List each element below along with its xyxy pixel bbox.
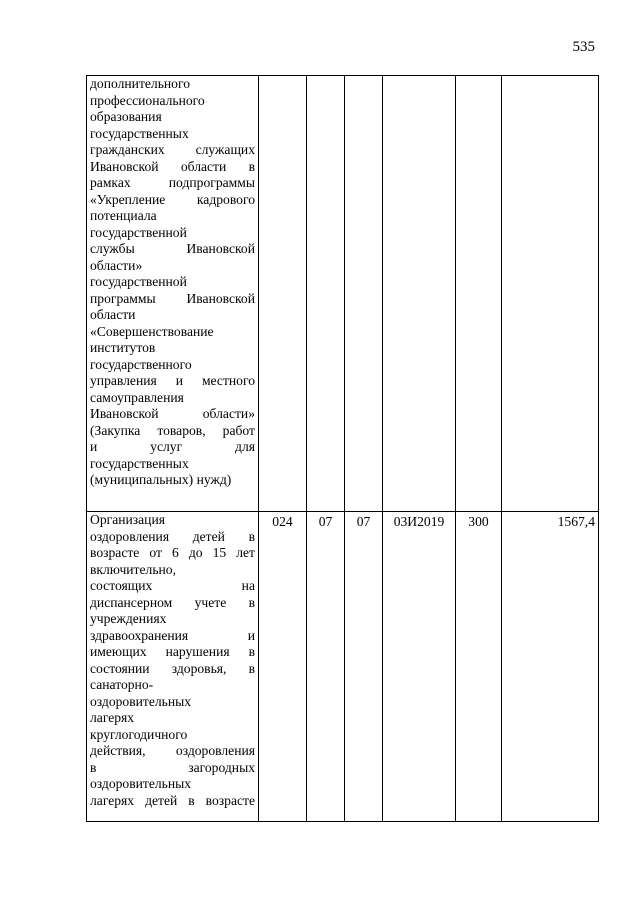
expense-name-line: «Совершенствование bbox=[90, 323, 214, 339]
expense-name-line: возрасте от 6 до 15 лет bbox=[90, 545, 255, 560]
subsection-code-cell: 07 bbox=[345, 512, 383, 822]
expense-name-line: профессионального bbox=[90, 92, 205, 108]
expense-name-line: лагерях bbox=[90, 710, 135, 725]
expense-name-line: рамках подпрограммы bbox=[90, 175, 255, 190]
target-code-cell: 03И2019 bbox=[383, 512, 456, 822]
amount-cell: 1567,4 bbox=[502, 512, 599, 822]
amount-cell bbox=[502, 76, 599, 512]
expense-name-line: состоящих на bbox=[90, 578, 255, 593]
subsection-code-cell bbox=[345, 76, 383, 512]
page-number: 535 bbox=[572, 39, 595, 55]
expense-name-line: управления и местного bbox=[90, 373, 255, 388]
expense-name-line: дополнительного bbox=[90, 76, 191, 91]
expense-name-line: и услуг для bbox=[90, 439, 255, 454]
expense-name-line: государственных bbox=[90, 455, 189, 471]
expense-name-line: включительно, bbox=[90, 561, 176, 577]
expense-name-line: государственного bbox=[90, 356, 192, 372]
admin-code-cell: 024 bbox=[259, 512, 307, 822]
expense-name-line: имеющих нарушения в bbox=[90, 644, 255, 659]
expense-name-line: «Укрепление кадрового bbox=[90, 191, 255, 207]
expense-name-line: круглогодичного bbox=[90, 726, 188, 742]
expense-name-line: области» bbox=[90, 257, 143, 273]
expense-name-line: оздоровительных bbox=[90, 693, 192, 709]
expense-name-line: диспансерном учете в bbox=[90, 594, 255, 610]
expense-name-line: самоуправления bbox=[90, 389, 184, 405]
expense-name-line: образования bbox=[90, 109, 162, 124]
section-code-cell bbox=[307, 76, 345, 512]
expense-name-line: оздоровительных bbox=[90, 776, 192, 791]
expense-name-line: санаторно- bbox=[90, 677, 154, 692]
section-code-cell: 07 bbox=[307, 512, 345, 822]
expense-name-line: лагерях детей в возрасте bbox=[90, 792, 255, 808]
expense-name-line: области bbox=[90, 307, 136, 322]
expense-name-line: в загородных bbox=[90, 759, 255, 775]
expense-name-line: учреждениях bbox=[90, 611, 167, 626]
expense-name-line: состоянии здоровья, в bbox=[90, 660, 255, 676]
expense-name-cell bbox=[87, 512, 259, 822]
expense-name-line: потенциала bbox=[90, 208, 157, 223]
expense-name-line: службы Ивановской bbox=[90, 241, 255, 256]
expense-name-line: Ивановской области в bbox=[90, 158, 255, 174]
expense-type-cell bbox=[456, 76, 502, 512]
expense-name-line: институтов bbox=[90, 340, 156, 355]
expense-name-line: Организация bbox=[90, 512, 165, 527]
admin-code-cell bbox=[259, 76, 307, 512]
table-row bbox=[87, 76, 599, 512]
expense-name-line: Ивановской области» bbox=[90, 406, 255, 421]
expense-name-line: государственной bbox=[90, 224, 187, 240]
expense-name-line: (Закупка товаров, работ bbox=[90, 422, 255, 438]
expense-name-line: гражданских служащих bbox=[90, 142, 255, 157]
target-code-cell bbox=[383, 76, 456, 512]
expense-name-cell bbox=[87, 76, 259, 512]
expense-name-line: здравоохранения и bbox=[90, 627, 255, 643]
expense-name-line: оздоровления детей в bbox=[90, 528, 255, 544]
expense-name-line: государственной bbox=[90, 274, 187, 289]
expense-name-line: программы Ивановской bbox=[90, 290, 255, 306]
expense-name-line: государственных bbox=[90, 125, 189, 141]
table-row bbox=[87, 512, 599, 822]
expense-name-line: (муниципальных) нужд) bbox=[90, 472, 232, 487]
expense-name-line: действия, оздоровления bbox=[90, 743, 255, 758]
expense-type-cell: 300 bbox=[456, 512, 502, 822]
budget-table bbox=[86, 75, 599, 822]
